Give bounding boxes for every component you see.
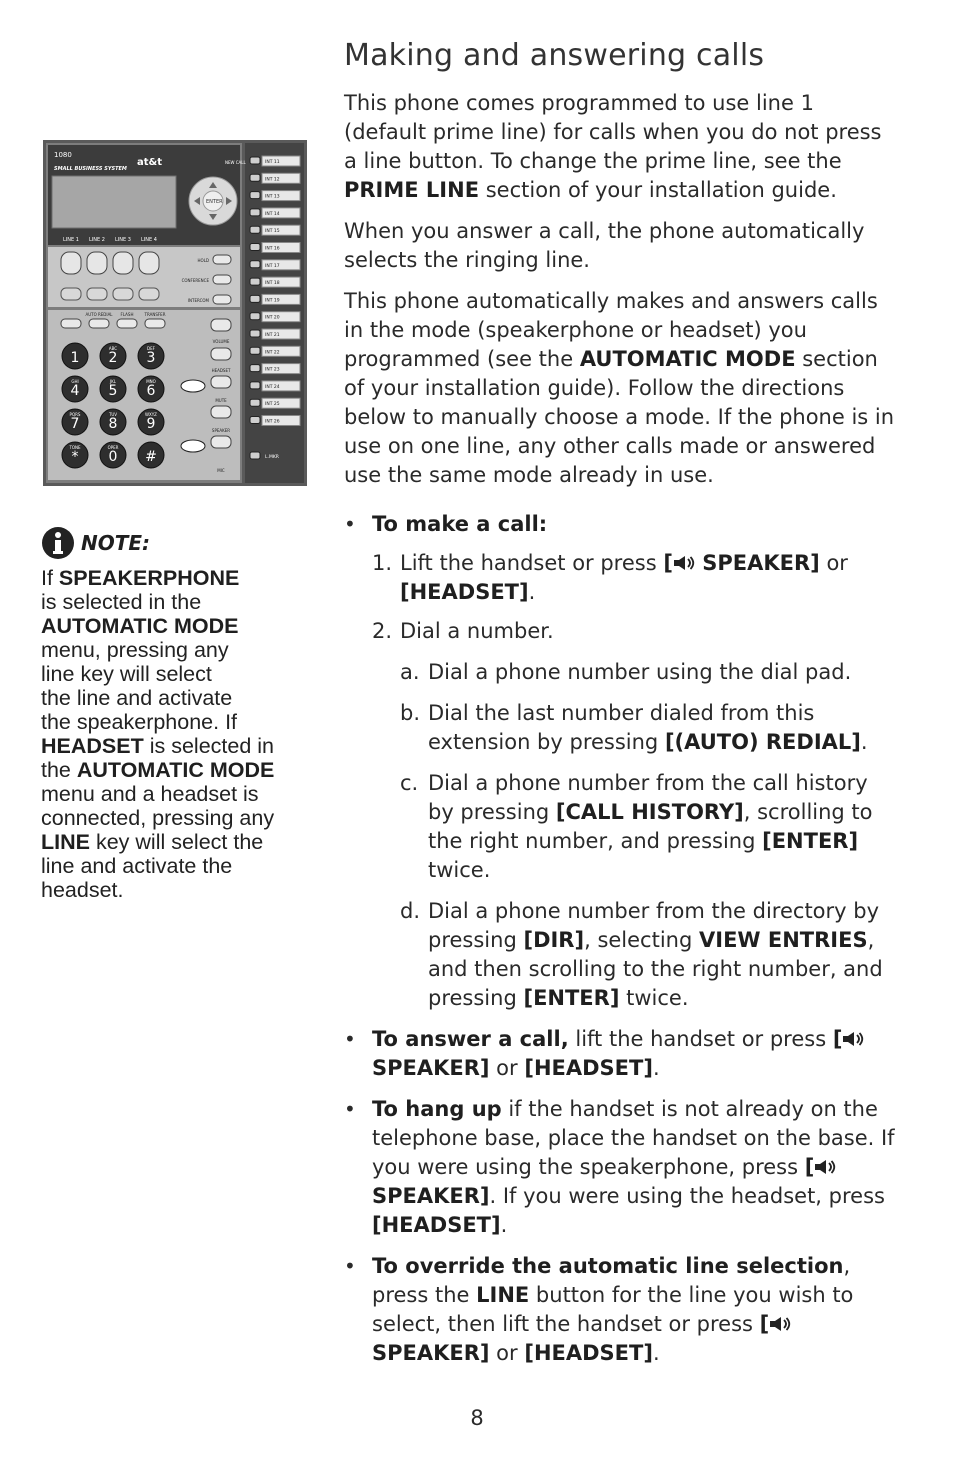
bullet-icon: • bbox=[344, 1027, 356, 1051]
text: or bbox=[489, 1341, 525, 1365]
text: . bbox=[500, 1213, 508, 1237]
keypad-letters: JKL bbox=[109, 379, 117, 384]
text: line key will select bbox=[41, 662, 212, 686]
substep-item bbox=[400, 769, 900, 885]
page-title: Making and answering calls bbox=[344, 38, 765, 73]
keypad-letters: OPER bbox=[107, 445, 119, 450]
extension-key-label: INT 14 bbox=[265, 211, 280, 217]
keypad-letters: PQRS bbox=[69, 412, 81, 417]
info-icon bbox=[41, 526, 75, 560]
substep-letter: c. bbox=[400, 771, 419, 795]
text: Dial a phone number using the dial pad. bbox=[428, 660, 852, 684]
extension-key bbox=[250, 295, 260, 302]
line-key bbox=[61, 252, 81, 274]
line-key bbox=[139, 252, 159, 274]
main-content bbox=[344, 38, 900, 1380]
new-call-label: NEW CALL bbox=[225, 160, 246, 165]
substep-letter: b. bbox=[400, 701, 421, 725]
line-key bbox=[113, 252, 133, 274]
bold-text: [CALL HISTORY] bbox=[555, 800, 744, 824]
text: If bbox=[41, 566, 59, 590]
intro-paragraph bbox=[344, 89, 900, 205]
bold-text: LINE bbox=[41, 830, 90, 854]
speaker-icon bbox=[769, 1316, 791, 1332]
keypad-letters: TONE bbox=[69, 445, 81, 450]
step-number: 1. bbox=[372, 551, 393, 575]
text: Lift the handset or press bbox=[400, 551, 664, 575]
text: the line and activate bbox=[41, 686, 233, 710]
mic-label: MIC bbox=[217, 468, 225, 473]
extension-key-label: INT 11 bbox=[265, 160, 280, 165]
phone-diagram bbox=[43, 140, 307, 486]
pointing-hand-icon bbox=[181, 380, 205, 392]
text: Dial a phone number from the call history by pressing bbox=[428, 771, 868, 824]
bold-text: [ bbox=[832, 1027, 843, 1051]
text: or bbox=[489, 1056, 525, 1080]
function-key-label: CONFERENCE bbox=[181, 278, 209, 283]
extension-key bbox=[250, 261, 260, 268]
text: menu and a headset is bbox=[41, 782, 259, 806]
text: . bbox=[652, 1341, 660, 1365]
text: connected, pressing any bbox=[41, 806, 275, 830]
bold-text: [DIR] bbox=[523, 928, 585, 952]
keypad-letters: TUV bbox=[108, 412, 118, 417]
text: . bbox=[860, 730, 868, 754]
substep-item bbox=[400, 658, 900, 687]
text: This phone comes programmed to use line 1 (default prime line) for calls when you do not press a line button. To change the prime line, see the bbox=[344, 91, 882, 173]
extension-key bbox=[250, 399, 260, 406]
phone-model: 1080 bbox=[54, 151, 72, 159]
function-key-label: HOLD bbox=[197, 258, 209, 263]
soft-key-label: TRANSFER bbox=[144, 312, 166, 317]
side-key-label: VOLUME bbox=[212, 339, 230, 344]
speaker-icon bbox=[814, 1159, 836, 1175]
extension-key bbox=[250, 244, 260, 251]
soft-key-label: FLASH bbox=[120, 312, 134, 317]
bold-text: To override the automatic line selection bbox=[372, 1254, 844, 1278]
enter-label: ENTER bbox=[206, 199, 223, 205]
note-header bbox=[41, 526, 299, 560]
extension-key bbox=[250, 382, 260, 389]
volume-down-key bbox=[211, 348, 231, 360]
lmkr-label: L.MKR bbox=[265, 455, 279, 460]
make-call-steps bbox=[372, 549, 900, 646]
extension-key-label: INT 19 bbox=[265, 298, 280, 304]
text: twice. bbox=[619, 986, 689, 1010]
intro-paragraph bbox=[344, 217, 900, 275]
keypad-letters: MNO bbox=[146, 379, 156, 384]
step-number: 2. bbox=[372, 619, 393, 643]
speaker-icon bbox=[842, 1031, 864, 1047]
bold-text: [HEADSET] bbox=[400, 580, 529, 604]
substep-item bbox=[400, 897, 900, 1013]
bold-text: [ENTER] bbox=[762, 829, 859, 853]
phone-display bbox=[52, 176, 176, 228]
text: line and activate the bbox=[41, 854, 233, 878]
phone-subtitle: SMALL BUSINESS SYSTEM bbox=[54, 166, 127, 172]
bold-text: [ bbox=[759, 1312, 770, 1336]
instruction-item bbox=[344, 1095, 900, 1240]
line-key-lower bbox=[87, 288, 107, 300]
soft-key bbox=[89, 319, 109, 328]
text: . bbox=[652, 1056, 660, 1080]
keypad-digit: 7 bbox=[70, 416, 80, 432]
bold-text: SPEAKER] bbox=[694, 551, 820, 575]
keypad-digit: 5 bbox=[108, 383, 118, 399]
bold-text: LINE bbox=[476, 1283, 530, 1307]
text: twice. bbox=[428, 858, 491, 882]
instruction-item bbox=[344, 1025, 900, 1083]
text: if the handset is not already on the telephone base, place the handset on the base. If you were using the speakerphone, press bbox=[372, 1097, 895, 1179]
instruction-list bbox=[344, 510, 900, 1368]
text: button for the line you wish to select, then lift the handset or press bbox=[372, 1283, 854, 1336]
text: the speakerphone. If bbox=[41, 710, 238, 734]
extension-key bbox=[250, 209, 260, 216]
text: the bbox=[41, 758, 77, 782]
extension-key bbox=[250, 157, 260, 164]
soft-key bbox=[61, 319, 81, 328]
keypad-digit: 1 bbox=[70, 350, 80, 366]
function-key-label: INTERCOM bbox=[187, 298, 209, 303]
bold-text: HEADSET bbox=[41, 734, 144, 758]
bold-text: [HEADSET] bbox=[524, 1341, 653, 1365]
bold-text: SPEAKER] bbox=[372, 1184, 490, 1208]
extension-key bbox=[250, 417, 260, 424]
extension-key-label: INT 26 bbox=[265, 419, 280, 425]
bold-text: SPEAKERPHONE bbox=[58, 566, 240, 590]
line-key-lower bbox=[113, 288, 133, 300]
page-number: 8 bbox=[470, 1406, 484, 1430]
note-box bbox=[41, 526, 299, 902]
text: , press the bbox=[372, 1254, 851, 1307]
substep-letter: d. bbox=[400, 899, 421, 923]
intro-paragraphs bbox=[344, 89, 900, 490]
bold-text: [ENTER] bbox=[523, 986, 620, 1010]
extension-key bbox=[250, 174, 260, 181]
bold-text: AUTOMATIC MODE bbox=[76, 758, 275, 782]
extension-key bbox=[250, 313, 260, 320]
text: headset. bbox=[41, 878, 124, 902]
phone-illustration bbox=[43, 140, 307, 486]
step-item bbox=[372, 549, 900, 607]
bold-text: VIEW ENTRIES bbox=[699, 928, 868, 952]
extension-key-label: INT 17 bbox=[265, 263, 280, 269]
bullet-icon: • bbox=[344, 1097, 356, 1121]
text: , selecting bbox=[584, 928, 699, 952]
side-key bbox=[211, 406, 231, 418]
extension-key bbox=[250, 226, 260, 233]
bold-text: To hang up bbox=[372, 1097, 502, 1121]
keypad-letters: DEF bbox=[147, 346, 155, 351]
text: Dial a number. bbox=[400, 619, 554, 643]
side-key-label: SPEAKER bbox=[211, 428, 231, 433]
bullet-icon: • bbox=[344, 512, 356, 536]
text: This phone automatically makes and answers calls in the mode (speakerphone or headset) you programmed (see the bbox=[344, 289, 878, 371]
line-key-label: LINE 1 bbox=[63, 237, 79, 243]
extension-key bbox=[250, 365, 260, 372]
extension-key-label: INT 25 bbox=[265, 402, 280, 408]
bold-text: [ bbox=[804, 1155, 815, 1179]
keypad-digit: 8 bbox=[108, 416, 118, 432]
text: or bbox=[819, 551, 848, 575]
text: . If you were using the headset, press bbox=[489, 1184, 885, 1208]
text: Dial the last number dialed from this extension by pressing bbox=[428, 701, 815, 754]
text: key will select the bbox=[89, 830, 264, 854]
intro-paragraph bbox=[344, 287, 900, 490]
volume-up-key bbox=[211, 319, 231, 331]
line-key-lower bbox=[139, 288, 159, 300]
soft-key bbox=[145, 319, 165, 328]
keypad-letters: WXYZ bbox=[145, 412, 157, 417]
extension-key-label: INT 21 bbox=[265, 333, 280, 338]
substep-item bbox=[400, 699, 900, 757]
extension-key bbox=[250, 278, 260, 285]
bold-text: AUTOMATIC MODE bbox=[579, 347, 796, 371]
extension-key-label: INT 20 bbox=[265, 315, 280, 321]
text: section of your installation guide. bbox=[479, 178, 837, 202]
text: , and then scrolling to the right number, and pressing bbox=[428, 928, 883, 1010]
extension-key-label: INT 13 bbox=[265, 194, 280, 200]
bold-text: SPEAKER] bbox=[372, 1341, 490, 1365]
text: . bbox=[528, 580, 536, 604]
lmkr-key bbox=[250, 452, 260, 459]
bold-text: [(AUTO) REDIAL] bbox=[664, 730, 861, 754]
keypad-digit: 9 bbox=[146, 416, 156, 432]
extension-key-label: INT 22 bbox=[265, 350, 280, 356]
instruction-item bbox=[344, 1252, 900, 1368]
side-key bbox=[211, 436, 231, 448]
extension-key-label: INT 23 bbox=[265, 367, 280, 373]
bold-text: [HEADSET] bbox=[372, 1213, 501, 1237]
line-key-lower bbox=[61, 288, 81, 300]
keypad-digit: 3 bbox=[146, 350, 156, 366]
extension-key-label: INT 15 bbox=[265, 229, 280, 235]
soft-key bbox=[117, 319, 137, 328]
keypad-digit: * bbox=[71, 449, 79, 465]
line-key-label: LINE 2 bbox=[89, 237, 105, 243]
bullet-icon: • bbox=[344, 1254, 356, 1278]
extension-key bbox=[250, 347, 260, 354]
text: Dial a phone number from the directory by pressing bbox=[428, 899, 880, 952]
function-key bbox=[213, 275, 231, 284]
step-item bbox=[372, 617, 900, 646]
phone-brand: at&t bbox=[137, 157, 163, 168]
line-key bbox=[87, 252, 107, 274]
extension-key bbox=[250, 192, 260, 199]
text: is selected in bbox=[143, 734, 274, 758]
extension-key-label: INT 18 bbox=[265, 281, 280, 287]
keypad-digit: 6 bbox=[146, 383, 156, 399]
side-key bbox=[211, 376, 231, 388]
keypad-letters: GHI bbox=[71, 379, 79, 384]
bold-text: PRIME LINE bbox=[344, 178, 480, 202]
text: is selected in the bbox=[41, 590, 202, 614]
extension-key bbox=[250, 330, 260, 337]
other-instructions bbox=[344, 1025, 900, 1368]
keypad-letters: ABC bbox=[108, 346, 118, 351]
side-key-label: HEADSET bbox=[211, 368, 231, 373]
make-call-item bbox=[344, 510, 900, 1013]
extension-key-label: INT 24 bbox=[265, 384, 280, 390]
side-key-label: MUTE bbox=[215, 398, 227, 403]
bold-text: AUTOMATIC MODE bbox=[41, 614, 239, 638]
function-key bbox=[213, 295, 231, 304]
substep-letter: a. bbox=[400, 660, 420, 684]
soft-key-label: AUTO REDIAL bbox=[85, 312, 113, 317]
keypad-digit: 0 bbox=[108, 449, 118, 465]
text: When you answer a call, the phone automatically selects the ringing line. bbox=[344, 219, 865, 272]
keypad-digit: 4 bbox=[70, 383, 80, 399]
bold-text: [ bbox=[663, 551, 673, 575]
make-call-heading: To make a call: bbox=[372, 512, 548, 536]
note-text bbox=[41, 566, 299, 902]
bold-text: SPEAKER] bbox=[372, 1056, 490, 1080]
text: section of your installation guide). Follow the directions below to manually choose a mode. If the phone is in use on one line, any other calls made or answered use the same mode already in use. bbox=[344, 347, 895, 487]
bold-text: [HEADSET] bbox=[524, 1056, 653, 1080]
speaker-icon bbox=[673, 555, 695, 571]
text: , scrolling to the right number, and pressing bbox=[428, 800, 873, 853]
note-label: NOTE: bbox=[81, 531, 151, 555]
make-call-substeps bbox=[400, 658, 900, 1013]
line-key-label: LINE 4 bbox=[141, 237, 157, 243]
line-key-label: LINE 3 bbox=[115, 237, 131, 243]
extension-key-label: INT 16 bbox=[265, 246, 280, 252]
function-key bbox=[213, 255, 231, 264]
bold-text: To answer a call, bbox=[372, 1027, 569, 1051]
pointing-hand-icon bbox=[181, 440, 205, 452]
extension-key-label: INT 12 bbox=[265, 177, 280, 183]
text: lift the handset or press bbox=[568, 1027, 833, 1051]
text: menu, pressing any bbox=[41, 638, 229, 662]
keypad-digit: 2 bbox=[108, 350, 118, 366]
keypad-digit: # bbox=[145, 449, 157, 465]
